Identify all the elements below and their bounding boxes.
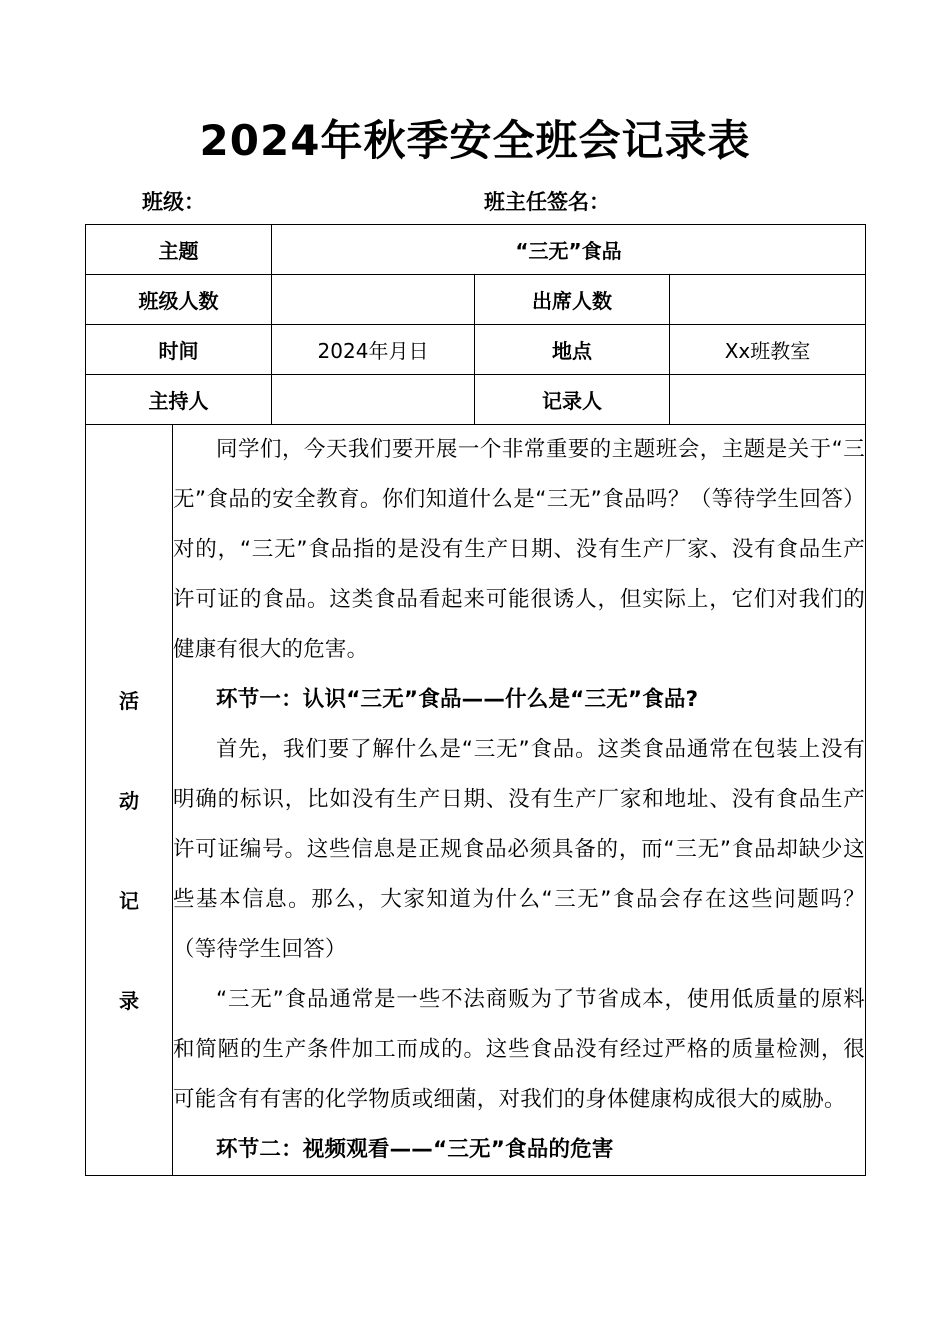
topic-value[interactable]: “三无”食品: [272, 225, 866, 275]
activity-label-char: 录: [119, 989, 139, 1013]
place-value[interactable]: Xx班教室: [670, 325, 866, 375]
paragraph: “三无”食品通常是一些不法商贩为了节省成本，使用低质量的原料和简陋的生产条件加工而成的。这些食品没有经过严格的质量检测，很可能含有有害的化学物质或细菌，对我们的身体健康构成很大的威胁。: [173, 987, 865, 1112]
activity-record-label: [86, 425, 173, 1176]
class-size-label: 班级人数: [86, 275, 272, 325]
section-heading: 环节一：认识“三无”食品——什么是“三无”食品?: [216, 687, 699, 712]
host-row: [86, 375, 866, 425]
time-row: [86, 325, 866, 375]
attendance-label: 出席人数: [475, 275, 670, 325]
attendance-value[interactable]: [670, 275, 866, 325]
topic-label: 主题: [86, 225, 272, 275]
teacher-signature-label: 班主任签名：: [484, 190, 610, 214]
meeting-record-table: [85, 224, 866, 1176]
activity-row: [86, 425, 866, 1176]
activity-label-char: 活: [119, 689, 139, 713]
paragraph: 同学们，今天我们要开展一个非常重要的主题班会，主题是关于“三无”食品的安全教育。你们知道什么是“三无”食品吗？（等待学生回答）对的，“三无”食品指的是没有生产日期、没有生产厂家、没有食品生产许可证的食品。这类食品看起来可能很诱人，但实际上，它们对我们的健康有很大的危害。: [173, 437, 865, 662]
recorder-value[interactable]: [670, 375, 866, 425]
section-heading: 环节二：视频观看——“三无”食品的危害: [216, 1137, 614, 1162]
activity-label-char: 动: [119, 789, 139, 813]
class-size-value[interactable]: [272, 275, 475, 325]
host-label: 主持人: [86, 375, 272, 425]
recorder-label: 记录人: [475, 375, 670, 425]
page-title: 2024年秋季安全班会记录表: [199, 116, 751, 165]
activity-record-content[interactable]: [173, 425, 866, 1176]
host-value[interactable]: [272, 375, 475, 425]
topic-row: [86, 225, 866, 275]
time-value[interactable]: 2024年月日: [272, 325, 475, 375]
activity-label-char: 记: [119, 889, 139, 913]
count-row: [86, 275, 866, 325]
time-label: 时间: [86, 325, 272, 375]
place-label: 地点: [475, 325, 670, 375]
class-label: 班级：: [142, 190, 205, 214]
paragraph: 首先，我们要了解什么是“三无”食品。这类食品通常在包装上没有明确的标识，比如没有生产日期、没有生产厂家和地址、没有食品生产许可证编号。这些信息是正规食品必须具备的，而“三无”食品却缺少这些基本信息。那么，大家知道为什么“三无”食品会存在这些问题吗？（等待学生回答）: [173, 737, 865, 962]
